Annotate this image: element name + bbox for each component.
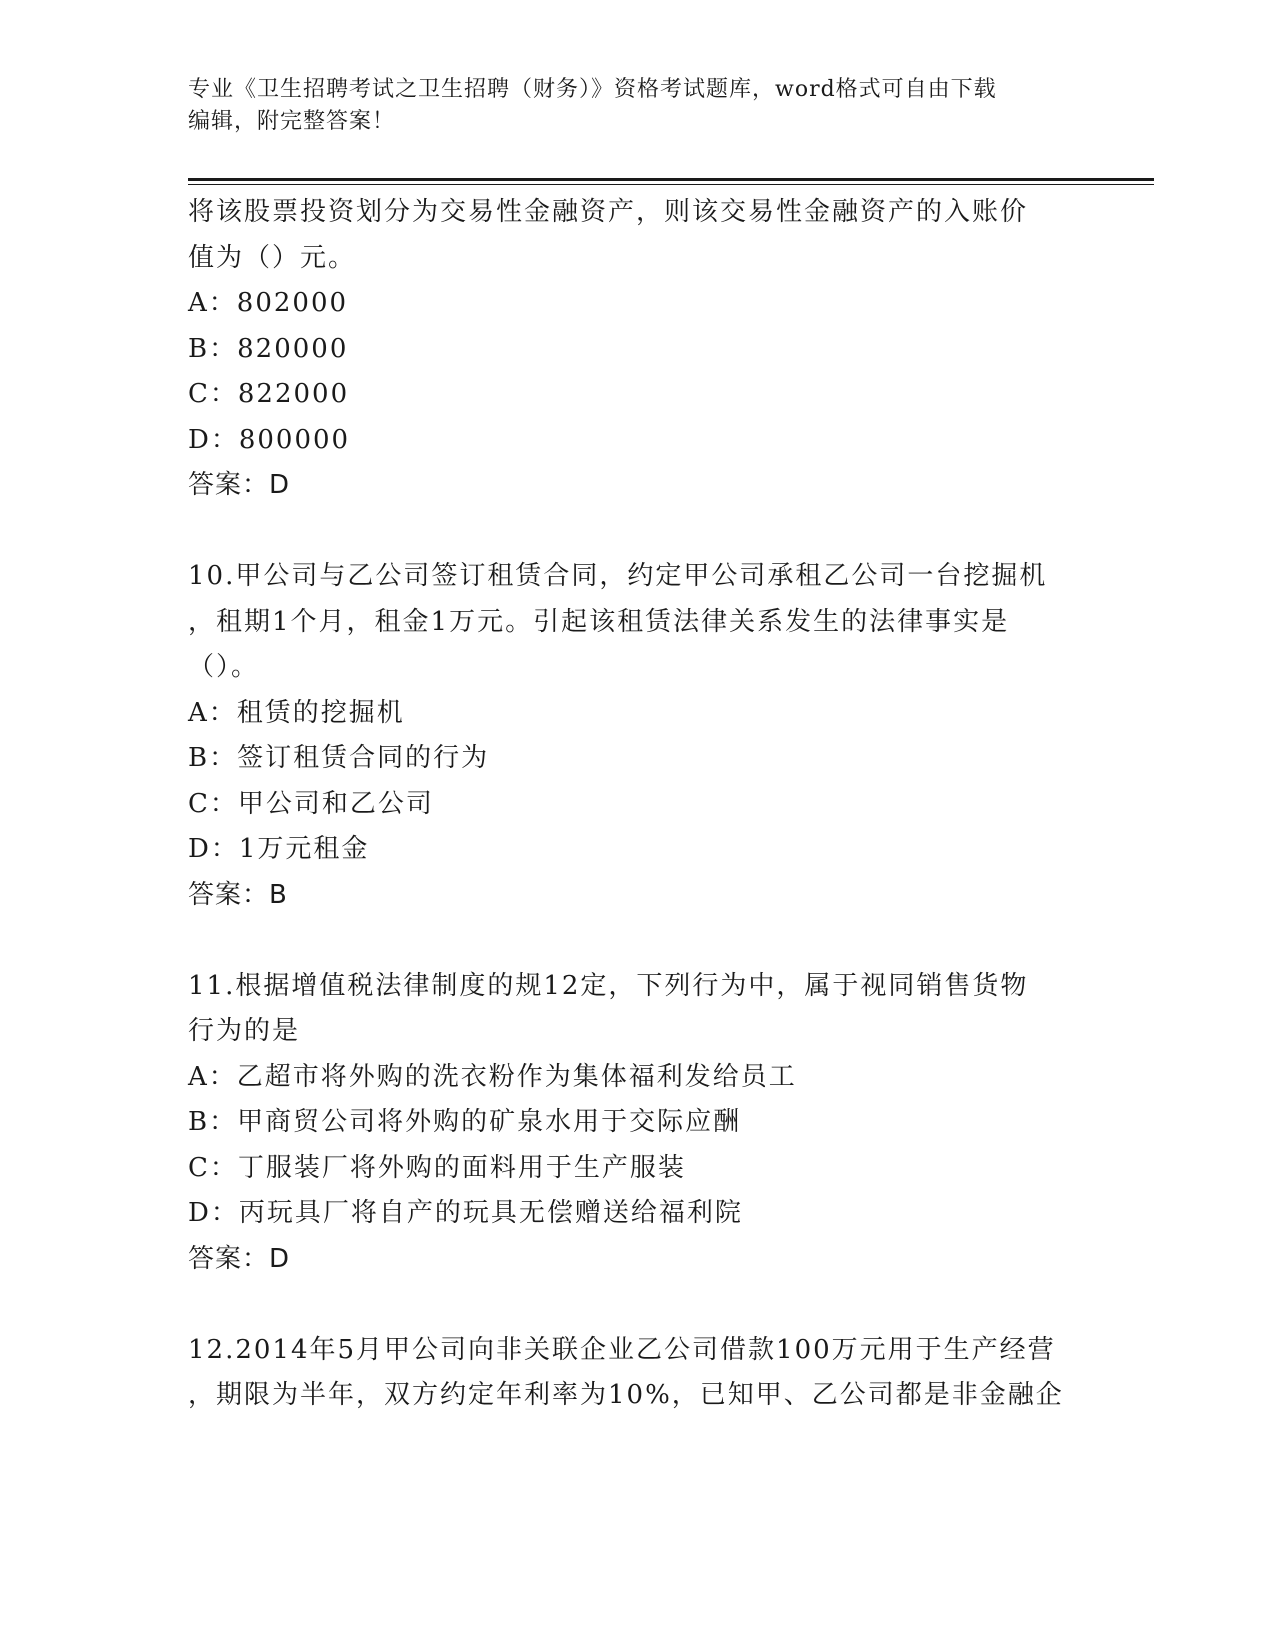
document-header: [188, 74, 1068, 138]
question-spacer: [188, 509, 1088, 555]
header-line-1: 专业《卫生招聘考试之卫生招聘（财务）》资格考试题库，word格式可自由下载: [188, 77, 997, 102]
answer-label: 答案：D: [188, 470, 291, 500]
question-list: [188, 190, 1088, 1419]
option-a: A：802000: [188, 288, 349, 318]
question-9: [188, 190, 1088, 509]
question-spacer: [188, 1282, 1088, 1328]
question-stem-line: 12.2014年5月甲公司向非关联企业乙公司借款100万元用于生产经营: [188, 1334, 1056, 1365]
question-stem-line: 值为（）元。: [188, 242, 357, 273]
question-10: [188, 554, 1088, 918]
answer-label: 答案：D: [188, 1243, 291, 1274]
question-stem-line: ，期限为半年，双方约定年利率为10%，已知甲、乙公司都是非金融企: [188, 1380, 1064, 1410]
question-stem-line: 行为的是: [188, 1016, 301, 1046]
option-a: A：乙超市将外购的洗衣粉作为集体福利发给员工: [188, 1061, 797, 1092]
option-d: D：1万元租金: [188, 834, 370, 864]
option-b: B：820000: [188, 333, 349, 364]
option-d: D：800000: [188, 424, 351, 455]
question-stem-line: 将该股票投资划分为交易性金融资产，则该交易性金融资产的入账价: [188, 197, 1029, 227]
option-c: C：丁服装厂将外购的面料用于生产服装: [188, 1152, 686, 1183]
question-stem-line: （）。: [188, 652, 260, 682]
header-divider-thin: [188, 184, 1154, 185]
option-c: C：甲公司和乙公司: [188, 788, 434, 819]
option-d: D：丙玩具厂将自产的玩具无偿赠送给福利院: [188, 1198, 743, 1228]
option-b: B：签订租赁合同的行为: [188, 743, 490, 773]
option-b: B：甲商贸公司将外购的矿泉水用于交际应酬: [188, 1107, 742, 1137]
question-stem-line: 10.甲公司与乙公司签订租赁合同，约定甲公司承租乙公司一台挖掘机: [188, 561, 1048, 591]
header-divider-thick: [188, 178, 1154, 181]
option-c: C：822000: [188, 379, 350, 409]
question-spacer: [188, 918, 1088, 964]
question-11: [188, 964, 1088, 1283]
question-stem-line: 11.根据增值税法律制度的规12定，下列行为中，属于视同销售货物: [188, 970, 1029, 1001]
question-stem-line: ，租期1个月，租金1万元。引起该租赁法律关系发生的法律事实是: [188, 606, 1010, 637]
question-12: [188, 1328, 1088, 1419]
option-a: A：租赁的挖掘机: [188, 697, 405, 728]
header-line-2: 编辑，附完整答案！: [188, 109, 396, 134]
answer-label: 答案：B: [188, 879, 288, 910]
